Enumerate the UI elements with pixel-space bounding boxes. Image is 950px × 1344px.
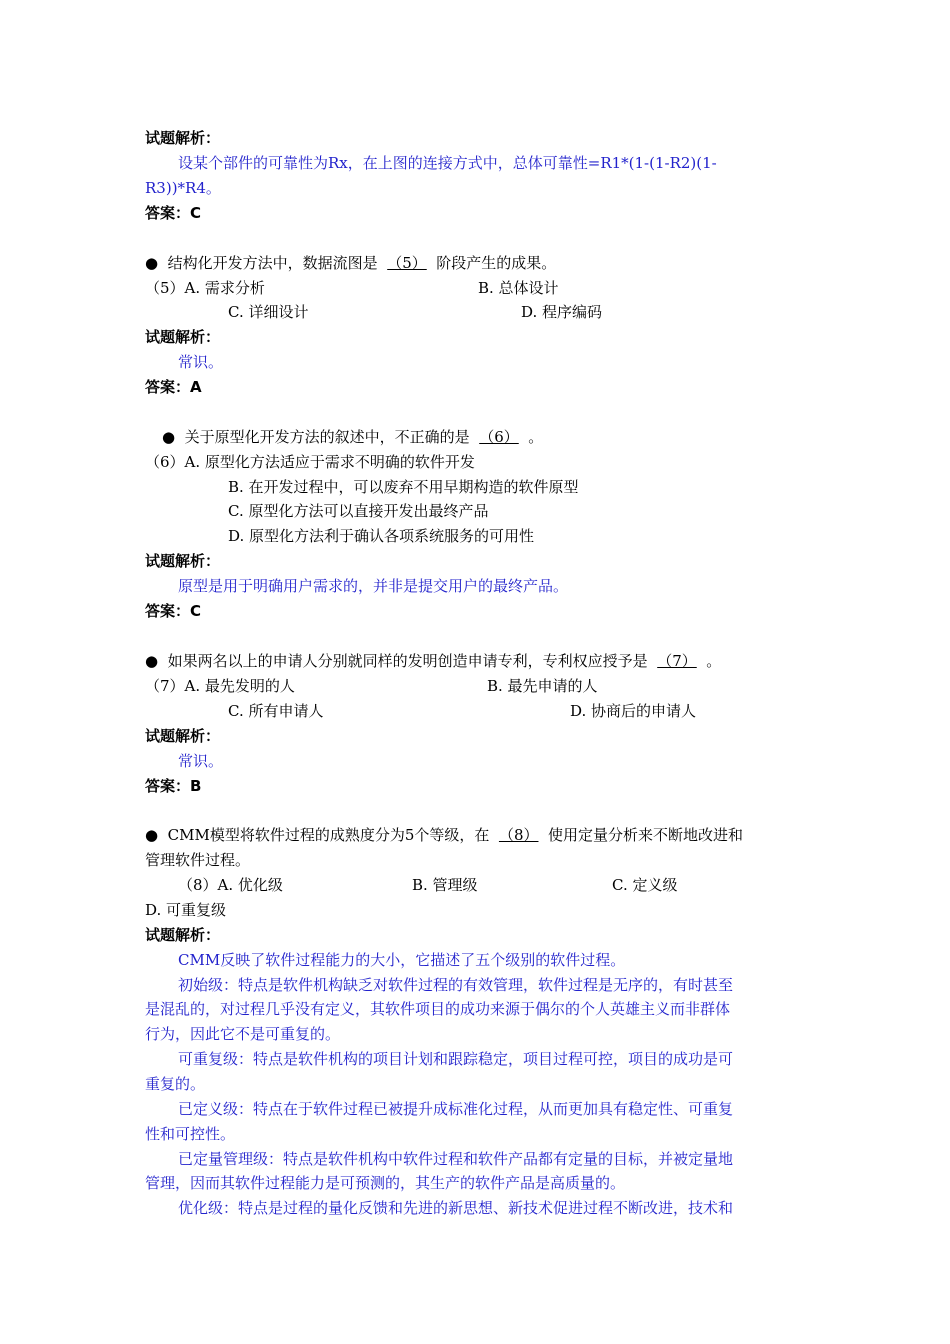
stem-text: 如果两名以上的申请人分别就同样的发明创造申请专利，专利权应授予是 [167,652,648,670]
answer-blank: （6） [479,428,519,446]
option-d: D. 程序编码 [521,303,603,321]
analysis-text: CMM反映了软件过程能力的大小，它描述了五个级别的软件过程。 [178,951,626,969]
answer-blank: （5） [387,254,427,272]
answer-label: 答案： [145,602,191,620]
answer-value: C [190,204,202,222]
analysis-text: 可重复级：特点是软件机构的项目计划和跟踪稳定，项目过程可控，项目的成功是可 [178,1050,734,1068]
analysis-text: 管理，因而其软件过程能力是可预测的，其生产的软件产品是高质量的。 [145,1174,626,1192]
question-stem [145,824,743,846]
analysis-label: 试题解析： [145,727,221,745]
analysis-text: 初始级：特点是软件机构缺乏对软件过程的有效管理，软件过程是无序的，有时甚至 [178,976,734,994]
question-stem [145,650,721,672]
option-c: C. 定义级 [612,876,678,894]
analysis-text: 设某个部件的可靠性为Rx，在上图的连接方式中，总体可靠性=R1*(1-(1-R2)(1- [178,154,717,172]
option-b: B. 总体设计 [478,279,559,297]
bullet-icon: ● [162,428,176,446]
analysis-text: 常识。 [178,353,224,371]
option-b: B. 管理级 [412,876,478,894]
question-stem [145,252,556,274]
analysis-label: 试题解析： [145,552,221,570]
answer-line [145,376,202,398]
analysis-text: 已定量管理级：特点是软件机构中软件过程和软件产品都有定量的目标，并被定量地 [178,1150,734,1168]
option-a: （8）A. 优化级 [178,876,283,894]
analysis-text: 行为，因此它不是可重复的。 [145,1025,341,1043]
analysis-label: 试题解析： [145,129,221,147]
stem-text: 。 [528,428,544,446]
answer-label: 答案： [145,777,191,795]
option-b: B. 在开发过程中，可以废弃不用早期构造的软件原型 [228,478,579,496]
analysis-text: 常识。 [178,752,224,770]
bullet-icon: ● [145,826,159,844]
option-d: D. 可重复级 [145,901,227,919]
analysis-text: 原型是用于明确用户需求的，并非是提交用户的最终产品。 [178,577,569,595]
answer-label: 答案： [145,378,191,396]
analysis-text: 是混乱的，对过程几乎没有定义，其软件项目的成功来源于偶尔的个人英雄主义而非群体 [145,1000,731,1018]
analysis-label: 试题解析： [145,328,221,346]
answer-line [145,775,201,797]
answer-line [145,600,201,622]
stem-text: 关于原型化开发方法的叙述中，不正确的是 [184,428,470,446]
answer-line [145,202,201,224]
stem-text: 使用定量分析来不断地改进和 [548,826,744,844]
answer-label: 答案： [145,204,191,222]
option-c: C. 原型化方法可以直接开发出最终产品 [228,502,489,520]
analysis-text: 优化级：特点是过程的量化反馈和先进的新思想、新技术促进过程不断改进，技术和 [178,1199,734,1217]
stem-text: 。 [706,652,722,670]
stem-text: CMM模型将软件过程的成熟度分为5个等级，在 [167,826,490,844]
answer-blank: （7） [657,652,697,670]
analysis-text: 重复的。 [145,1075,206,1093]
option-a: （6）A. 原型化方法适应于需求不明确的软件开发 [145,453,475,471]
option-c: C. 所有申请人 [228,702,324,720]
answer-value: C [190,602,202,620]
question-stem [162,426,543,448]
option-d: D. 原型化方法利于确认各项系统服务的可用性 [228,527,535,545]
bullet-icon: ● [145,254,159,272]
analysis-text: 已定义级：特点在于软件过程已被提升成标准化过程，从而更加具有稳定性、可重复 [178,1100,734,1118]
option-d: D. 协商后的申请人 [570,702,697,720]
answer-value: A [190,378,202,396]
option-c: C. 详细设计 [228,303,309,321]
stem-text: 结构化开发方法中，数据流图是 [167,254,378,272]
answer-value: B [190,777,202,795]
option-a: （5）A. 需求分析 [145,279,265,297]
option-b: B. 最先申请的人 [487,677,598,695]
answer-blank: （8） [498,826,539,844]
analysis-label: 试题解析： [145,926,221,944]
analysis-text: R3))*R4。 [145,179,221,197]
bullet-icon: ● [145,652,159,670]
stem-text: 管理软件过程。 [145,851,251,869]
stem-text: 阶段产生的成果。 [436,254,557,272]
analysis-text: 性和可控性。 [145,1125,236,1143]
option-a: （7）A. 最先发明的人 [145,677,295,695]
